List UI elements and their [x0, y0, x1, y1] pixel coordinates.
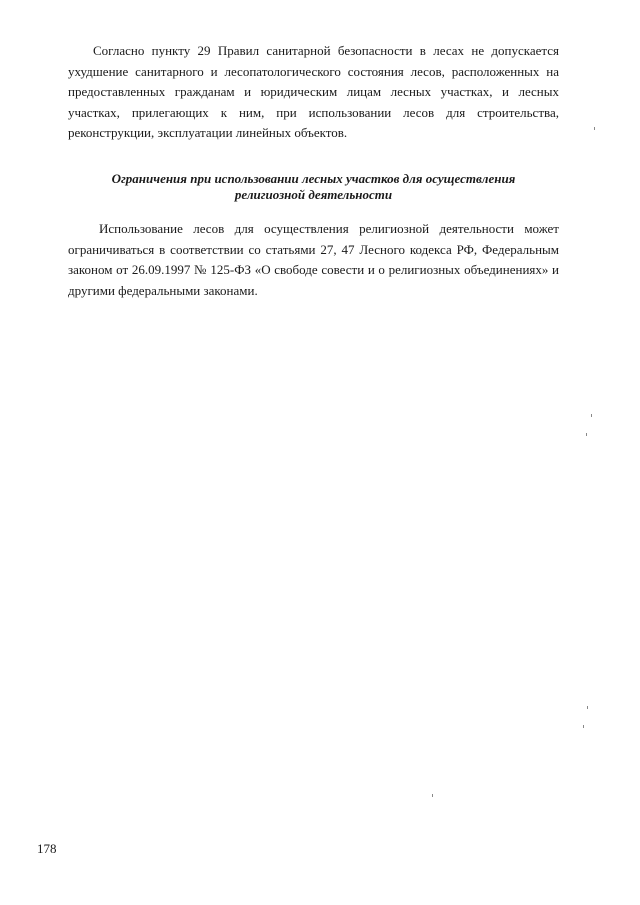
- scan-speck: [587, 706, 588, 709]
- scan-speck: [432, 794, 433, 797]
- scan-speck: [586, 433, 587, 436]
- section-heading: [68, 171, 559, 203]
- body-paragraph-sanitary-safety: Согласно пункту 29 Правил санитарной безопасности в лесах не допускается ухудшение санитарного и лесопатологического состояния лесов, расположенных на предоставленных гражданам и юридическим лицам лесных участках, и лесных участках, прилегающих к ним, при использовании лесов для строительства, реконструкции, эксплуатации линейных объектов.: [68, 43, 559, 140]
- scan-speck: [594, 127, 595, 130]
- scan-speck: [591, 414, 592, 417]
- section-heading-line-1: Ограничения при использовании лесных участков для осуществления: [111, 171, 516, 186]
- scan-speck: [583, 725, 584, 728]
- body-paragraph-religious-activity: Использование лесов для осуществления религиозной деятельности может ограничиваться в соответствии со статьями 27, 47 Лесного кодекса РФ, Федеральным законом от 26.09.1997 № 125-ФЗ «О свободе совести и о религиозных объединениях» и другими федеральными законами.: [68, 221, 559, 298]
- page-number: 178: [37, 841, 57, 856]
- section-heading-line-2: религиозной деятельности: [234, 187, 393, 202]
